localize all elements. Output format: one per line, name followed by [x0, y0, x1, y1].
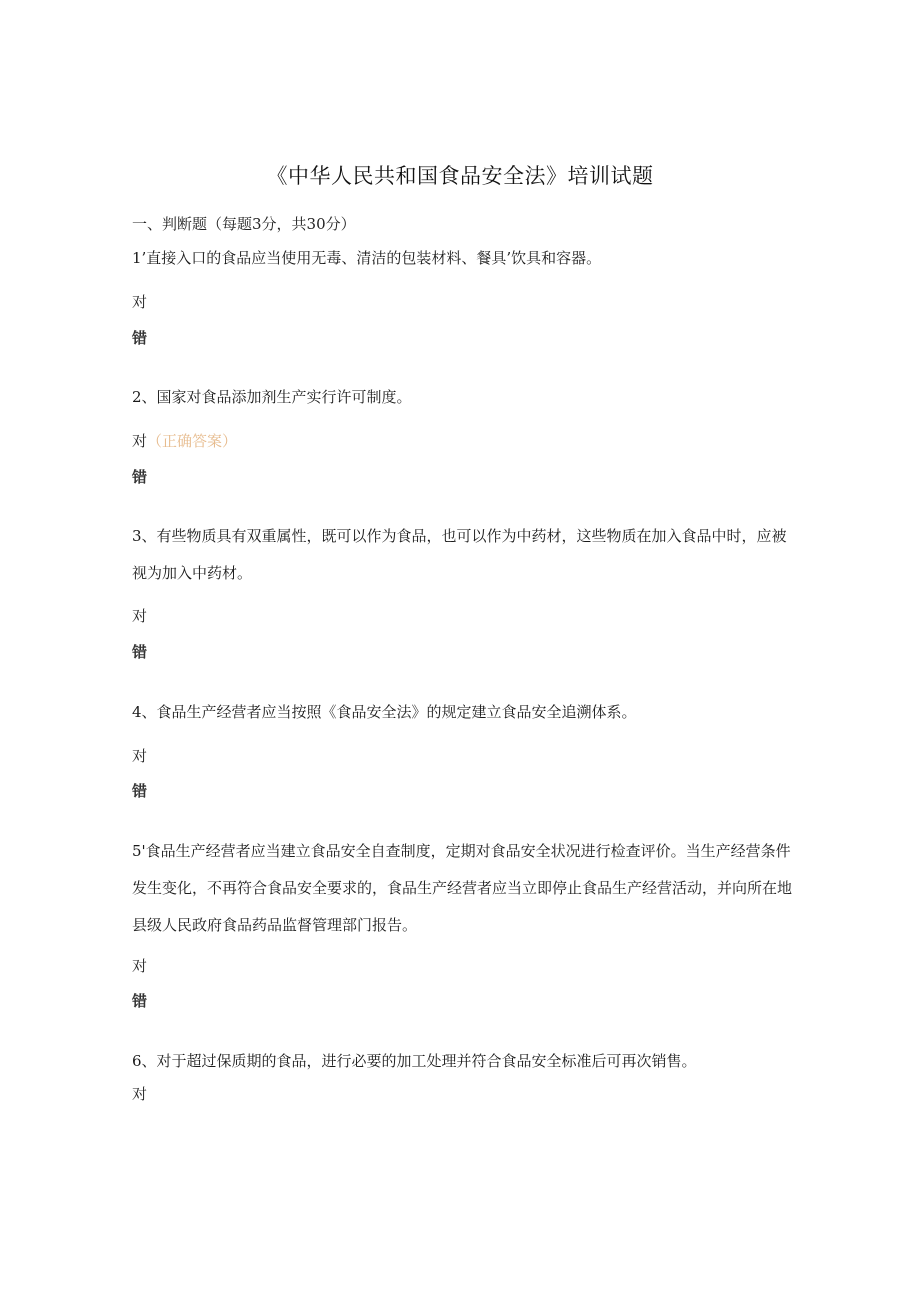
question-2-option-true[interactable]: [132, 430, 237, 451]
question-2-option-false[interactable]: 错: [132, 468, 148, 486]
question-1-option-true[interactable]: 对: [132, 293, 148, 311]
page-title: 《中华人民共和国食品安全法》培训试题: [266, 164, 654, 188]
question-2-option-true-label: 对: [132, 432, 148, 450]
question-3-option-true[interactable]: 对: [132, 607, 148, 625]
question-4-text: 4、食品生产经营者应当按照《食品安全法》的规定建立食品安全追溯体系。: [132, 703, 637, 721]
question-3-option-false[interactable]: 错: [132, 643, 148, 661]
question-6-option-true[interactable]: 对: [132, 1085, 148, 1103]
question-1-option-false[interactable]: 错: [132, 329, 148, 347]
question-4-option-false[interactable]: 错: [132, 782, 148, 800]
question-1-text: 1’直接入口的食品应当使用无毒、清洁的包装材料、餐具’饮具和容器。: [132, 249, 602, 267]
question-4-option-true[interactable]: 对: [132, 747, 148, 765]
question-5-option-false[interactable]: 错: [132, 992, 148, 1010]
question-5-text: 5'食品生产经营者应当建立食品安全自查制度，定期对食品安全状况进行检查评价。当生产经营条件发生变化，不再符合食品安全要求的，食品生产经营者应当立即停止食品生产经营活动，并向所在地县级人民政府食品药品监督管理部门报告。: [132, 842, 793, 934]
question-3-text: 3、有些物质具有双重属性，既可以作为食品，也可以作为中药材，这些物质在加入食品中时，应被视为加入中药材。: [132, 527, 787, 582]
question-2-text: 2、国家对食品添加剂生产实行许可制度。: [132, 388, 412, 406]
question-6-text: 6、对于超过保质期的食品，进行必要的加工处理并符合食品安全标准后可再次销售。: [132, 1052, 697, 1070]
section-heading: 一、判断题（每题3分，共30分）: [132, 215, 356, 233]
correct-answer-mark: （正确答案）: [147, 432, 238, 450]
question-5-option-true[interactable]: 对: [132, 957, 148, 975]
